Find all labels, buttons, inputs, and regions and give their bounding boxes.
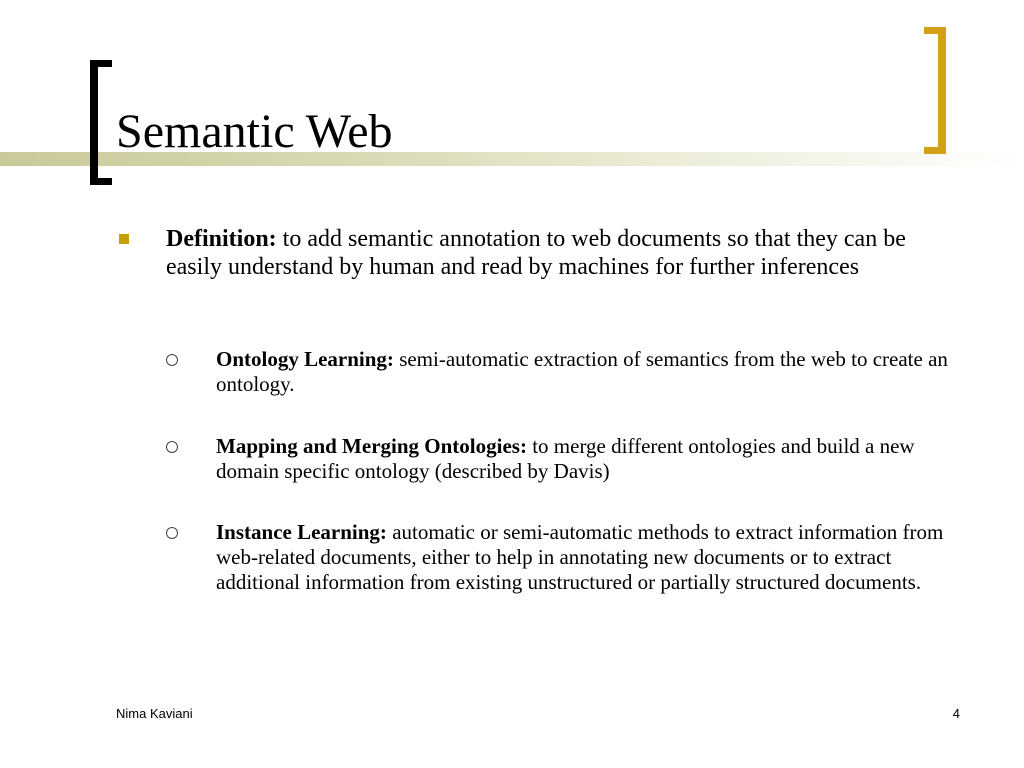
subbullet-item <box>216 347 956 397</box>
circle-bullet-icon <box>166 352 180 366</box>
slide-title: Semantic Web <box>116 105 393 158</box>
subbullet-term: Ontology Learning: <box>216 347 394 371</box>
definition-text: to add semantic annotation to web documents so that they can be easily understand by human and read by machines for further inferences <box>166 226 906 280</box>
subbullet-item <box>216 520 956 595</box>
subbullet-text: automatic or semi-automatic methods to extract information from web-related documents, either to help in annotating new documents or to extract additional information from existing unstructured or partially structured documents. <box>216 520 944 594</box>
definition-term: Definition: <box>166 226 277 252</box>
circle-bullet-icon <box>166 439 180 453</box>
subbullet-term: Instance Learning: <box>216 520 387 544</box>
subbullet-text: to merge different ontologies and build a new domain specific ontology (described by Davis) <box>216 434 915 483</box>
square-bullet-icon <box>119 234 129 244</box>
page-number: 4 <box>952 706 960 721</box>
subbullet-term: Mapping and Merging Ontologies: <box>216 434 527 458</box>
subbullet-text: semi-automatic extraction of semantics from the web to create an ontology. <box>216 347 948 396</box>
right-bracket-decoration <box>924 27 946 154</box>
definition-bullet <box>166 225 946 281</box>
footer-author: Nima Kaviani <box>116 706 193 721</box>
circle-bullet-icon <box>166 525 180 539</box>
subbullet-item <box>216 434 956 484</box>
left-bracket-decoration <box>90 60 108 185</box>
